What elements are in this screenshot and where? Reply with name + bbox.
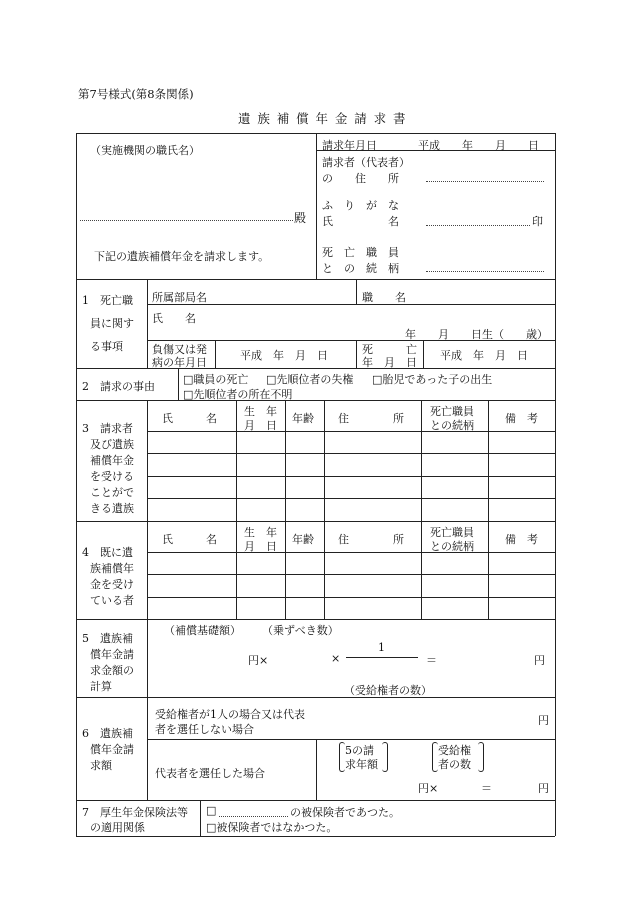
- not-insured-checkbox[interactable]: □被保険者ではなかつた。: [206, 821, 338, 834]
- reason-birth-checkbox[interactable]: □胎児であった子の出生: [372, 373, 493, 386]
- s6-label: 6 遺族補: [82, 727, 133, 740]
- furigana-label: ふ り が な: [322, 199, 399, 212]
- s6-label-2: 償年金請: [90, 743, 134, 756]
- request-text: 下記の遺族補償年金を請求します。: [94, 250, 270, 263]
- fraction-bar: [346, 657, 418, 658]
- reason-forfeit-checkbox[interactable]: □先順位者の失権: [266, 373, 354, 386]
- annual-claim-label-2: 求年額: [345, 758, 378, 771]
- yen-label: 円: [538, 782, 549, 795]
- table-left-border: [76, 133, 77, 836]
- col-remarks: 備 考: [505, 533, 538, 546]
- col-name: 氏 名: [162, 412, 217, 425]
- relation-label-2: と の 続 柄: [322, 262, 399, 275]
- times-sign: ×: [331, 652, 341, 665]
- base-amount-label: （補償基礎額）: [164, 624, 241, 637]
- yen-times: 円×: [248, 654, 269, 667]
- representative-label: 代表者を選任した場合: [155, 767, 265, 780]
- claimant-label-2: の 住 所: [322, 172, 399, 185]
- insured-label: の被保険者であつた。: [290, 806, 400, 819]
- s4-label: 4 既に遺: [82, 546, 133, 559]
- col-birth: 生 年: [244, 405, 277, 418]
- s5-label-2: 償年金請: [90, 648, 134, 661]
- yen-label: 円: [534, 654, 545, 667]
- col-birth-2: 月 日: [244, 540, 277, 553]
- death-label: 死 亡: [362, 343, 417, 356]
- s1-label: 1 死亡職: [82, 294, 133, 307]
- s2-label: 2 請求の事由: [82, 380, 155, 393]
- birth-date-field[interactable]: 年 月 日生（ 歳）: [405, 328, 548, 341]
- s5-label-4: 計算: [90, 680, 112, 693]
- date-field[interactable]: 平成 年 月 日: [418, 139, 539, 152]
- s7-label: 7 厚生年金保険法等: [82, 806, 188, 819]
- agency-label: （実施機関の職氏名）: [90, 144, 200, 157]
- s4-label-2: 族補償年: [90, 562, 134, 575]
- s3-label: 3 請求者: [82, 422, 133, 435]
- col-relation-2: との続柄: [430, 540, 474, 553]
- col-birth: 生 年: [244, 526, 277, 539]
- date-label: 請求年月日: [322, 139, 377, 152]
- s4-label-3: 金を受け: [90, 578, 134, 591]
- injury-label: 負傷又は発: [152, 343, 207, 356]
- s3-label-5: ことがで: [90, 486, 134, 499]
- col-age: 年齢: [292, 533, 314, 546]
- col-birth-2: 月 日: [244, 419, 277, 432]
- s1-label-2: 員に関す: [90, 317, 134, 330]
- s4-label-4: ている者: [90, 594, 134, 607]
- bracket-right: [478, 742, 484, 772]
- recipient-count-label: 受給権: [438, 744, 471, 757]
- s5-label: 5 遺族補: [82, 632, 133, 645]
- equals-sign: ＝: [481, 782, 492, 795]
- single-recipient-label-2: 者を選任しない場合: [155, 723, 254, 736]
- table-right-border: [555, 133, 556, 836]
- relation-field[interactable]: [426, 271, 544, 272]
- deceased-name-label: 氏 名: [152, 312, 196, 325]
- col-relation: 死亡職員: [430, 405, 474, 418]
- name-label: 氏 名: [322, 215, 399, 228]
- seal-mark: 印: [532, 215, 543, 228]
- recipient-count-label-2: 者の数: [438, 758, 471, 771]
- form-number: 第7号様式(第8条関係): [78, 87, 194, 101]
- s6-label-3: 求額: [90, 759, 112, 772]
- s3-label-4: を受ける: [90, 470, 134, 483]
- yen-times: 円×: [418, 782, 439, 795]
- death-label-2: 年 月 日: [362, 356, 417, 369]
- col-age: 年齢: [292, 412, 314, 425]
- col-name: 氏 名: [162, 533, 217, 546]
- bracket-right: [382, 742, 388, 772]
- equals-sign: ＝: [426, 654, 437, 667]
- s1-label-3: る事項: [90, 340, 123, 353]
- injury-label-2: 病の年月日: [152, 356, 207, 369]
- table-bottom-border: [76, 836, 555, 837]
- relation-label: 死 亡 職 員: [322, 246, 399, 259]
- death-date-field[interactable]: 平成 年 月 日: [440, 349, 528, 362]
- col-relation: 死亡職員: [430, 526, 474, 539]
- multiplier-label: （乗ずべき数）: [262, 624, 339, 637]
- insured-checkbox[interactable]: □: [206, 804, 217, 817]
- col-relation-2: との続柄: [430, 419, 474, 432]
- dono-label: 殿: [294, 211, 307, 225]
- yen-label: 円: [538, 714, 549, 727]
- annual-claim-label: 5の請: [345, 744, 374, 757]
- reason-death-checkbox[interactable]: □職員の死亡: [183, 373, 249, 386]
- single-recipient-label: 受給権者が1人の場合又は代表: [155, 708, 305, 721]
- s3-label-3: 補償年金: [90, 454, 134, 467]
- s3-label-6: きる遺族: [90, 502, 134, 515]
- name-field[interactable]: [426, 225, 530, 226]
- post-label: 職 名: [362, 291, 406, 304]
- col-address: 住 所: [338, 533, 404, 546]
- reason-missing-checkbox[interactable]: □先順位者の所在不明: [183, 388, 293, 401]
- s5-label-3: 求金額の: [90, 664, 134, 677]
- injury-date-field[interactable]: 平成 年 月 日: [240, 349, 328, 362]
- col-remarks: 備 考: [505, 412, 538, 425]
- dept-label: 所属部局名: [152, 291, 207, 304]
- col-address: 住 所: [338, 412, 404, 425]
- form-title: 遺族補償年金請求書: [238, 111, 413, 126]
- claimant-label: 請求者（代表者）: [322, 156, 410, 169]
- denominator-label: （受給権者の数）: [344, 684, 432, 697]
- numerator-one: 1: [378, 641, 385, 654]
- s3-label-2: 及び遺族: [90, 438, 134, 451]
- address-field[interactable]: [426, 181, 544, 182]
- s7-label-2: の適用関係: [90, 821, 145, 834]
- insurance-name-field[interactable]: [219, 816, 288, 817]
